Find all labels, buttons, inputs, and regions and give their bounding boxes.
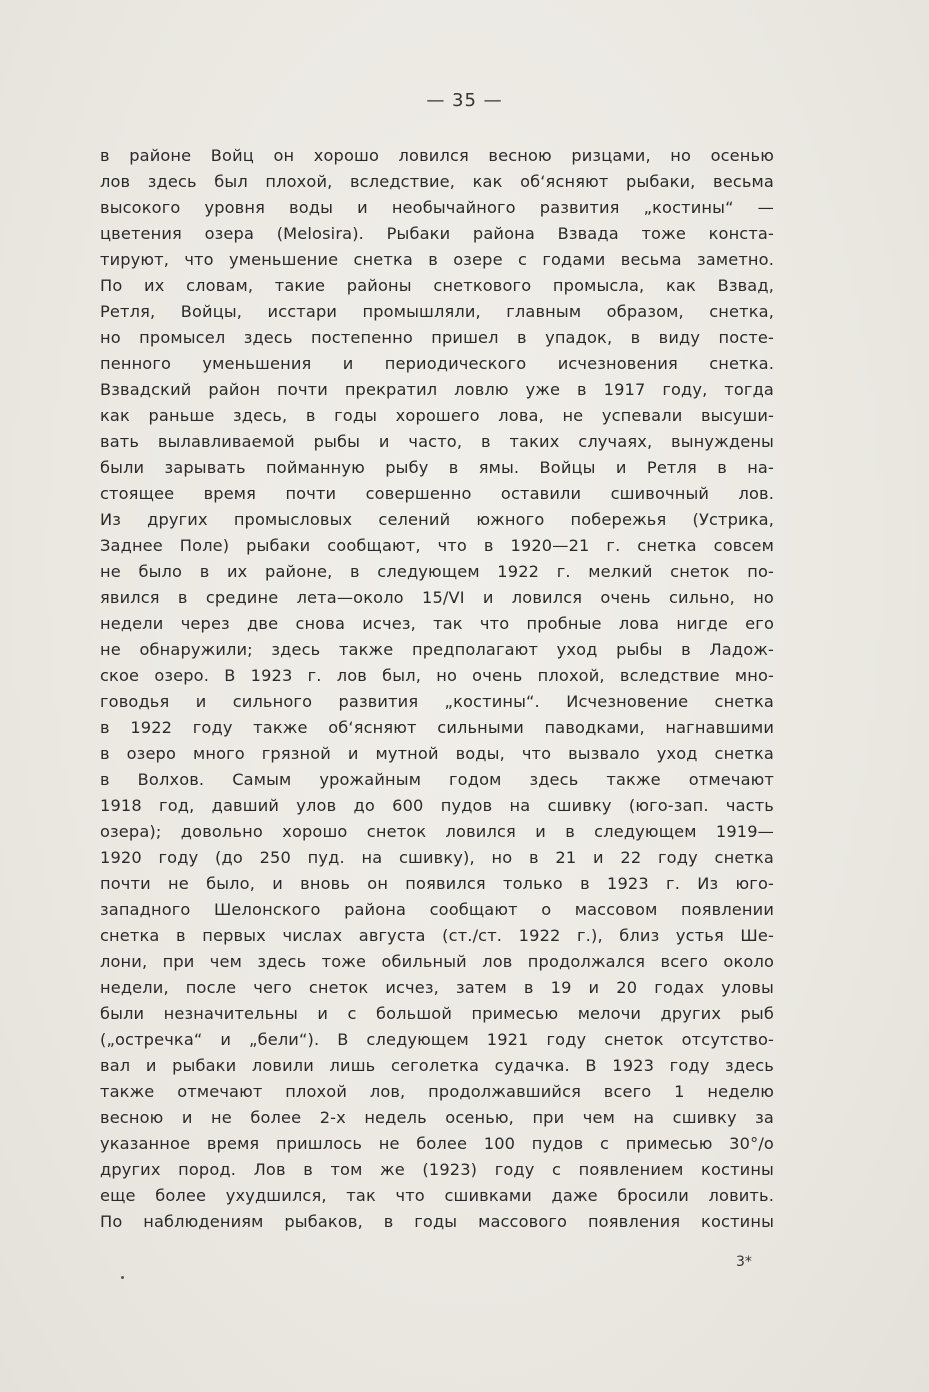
- text-line: высокого уровня воды и необычайного развития „костины“ —: [100, 198, 774, 217]
- text-line: 1920 году (до 250 пуд. на сшивку), но в 21 и 22 году снетка: [100, 848, 774, 867]
- text-line: По наблюдениям рыбаков, в годы массового появления костины: [100, 1212, 774, 1231]
- text-line: озера); довольно хорошо снеток ловился и в следующем 1919—: [100, 822, 774, 841]
- text-line: других пород. Лов в том же (1923) году с появлением костины: [100, 1160, 774, 1179]
- text-line: были зарывать пойманную рыбу в ямы. Войцы и Ретля в на-: [100, 458, 774, 477]
- text-line: 1918 год, давший улов до 600 пудов на сшивку (юго-зап. часть: [100, 796, 774, 815]
- text-line: лони, при чем здесь тоже обильный лов продолжался всего около: [100, 952, 774, 971]
- text-line: Ретля, Войцы, исстари промышляли, главным образом, снетка,: [100, 302, 774, 321]
- text-line: ское озеро. В 1923 г. лов был, но очень плохой, вследствие мно-: [100, 666, 774, 685]
- text-line: тируют, что уменьшение снетка в озере с годами весьма заметно.: [100, 250, 774, 269]
- text-line: цветения озера (Melosira). Рыбаки района Взвада тоже конста-: [100, 224, 774, 243]
- text-line: Заднее Поле) рыбаки сообщают, что в 1920—21 г. снетка совсем: [100, 536, 774, 555]
- text-line: лов здесь был плохой, вследствие, как об‘ясняют рыбаки, весьма: [100, 172, 774, 191]
- text-line: явился в средине лета—около 15/VI и ловился очень сильно, но: [100, 588, 774, 607]
- text-line: снетка в первых числах августа (ст./ст. 1922 г.), близ устья Ше-: [100, 926, 774, 945]
- text-line: Из других промысловых селений южного побережья (Устрика,: [100, 510, 774, 529]
- text-line: весною и не более 2-х недель осенью, при чем на сшивку за: [100, 1108, 774, 1127]
- ink-speck: [121, 1276, 124, 1279]
- text-line: в 1922 году также об‘ясняют сильными паводками, нагнавшими: [100, 718, 774, 737]
- text-line: в Волхов. Самым урожайным годом здесь также отмечают: [100, 770, 774, 789]
- text-line: западного Шелонского района сообщают о массовом появлении: [100, 900, 774, 919]
- text-line: Взвадский район почти прекратил ловлю уже в 1917 году, тогда: [100, 380, 774, 399]
- text-line: говодья и сильного развития „костины“. Исчезновение снетка: [100, 692, 774, 711]
- page-number: — 35 —: [426, 90, 503, 111]
- text-line: вать вылавливаемой рыбы и часто, в таких случаях, вынуждены: [100, 432, 774, 451]
- text-line: также отмечают плохой лов, продолжавшийся всего 1 неделю: [100, 1082, 774, 1101]
- text-line: пенного уменьшения и периодического исчезновения снетка.: [100, 354, 774, 373]
- text-line: указанное время пришлось не более 100 пудов с примесью 30°/о: [100, 1134, 774, 1153]
- text-line: не было в их районе, в следующем 1922 г. мелкий снеток по-: [100, 562, 774, 581]
- text-line: недели через две снова исчез, так что пробные лова нигде его: [100, 614, 774, 633]
- text-line: По их словам, такие районы снеткового промысла, как Взвад,: [100, 276, 774, 295]
- text-line: („остречка“ и „бели“). В следующем 1921 году снеток отсутство-: [100, 1030, 774, 1049]
- text-line: еще более ухудшился, так что сшивками даже бросили ловить.: [100, 1186, 774, 1205]
- text-line: стоящее время почти совершенно оставили сшивочный лов.: [100, 484, 774, 503]
- text-line: как раньше здесь, в годы хорошего лова, не успевали высуши-: [100, 406, 774, 425]
- signature-mark: 3*: [736, 1254, 752, 1270]
- text-line: почти не было, и вновь он появился только в 1923 г. Из юго-: [100, 874, 774, 893]
- text-line: в районе Войц он хорошо ловился весною ризцами, но осенью: [100, 146, 774, 165]
- text-line: но промысел здесь постепенно пришел в упадок, в виду посте-: [100, 328, 774, 347]
- text-line: в озеро много грязной и мутной воды, что вызвало уход снетка: [100, 744, 774, 763]
- text-line: недели, после чего снеток исчез, затем в 19 и 20 годах уловы: [100, 978, 774, 997]
- body-text: [100, 143, 774, 1235]
- text-line: не обнаружили; здесь также предполагают уход рыбы в Ладож-: [100, 640, 774, 659]
- text-line: вал и рыбаки ловили лишь сеголетка судачка. В 1923 году здесь: [100, 1056, 774, 1075]
- text-line: были незначительны и с большой примесью мелочи других рыб: [100, 1004, 774, 1023]
